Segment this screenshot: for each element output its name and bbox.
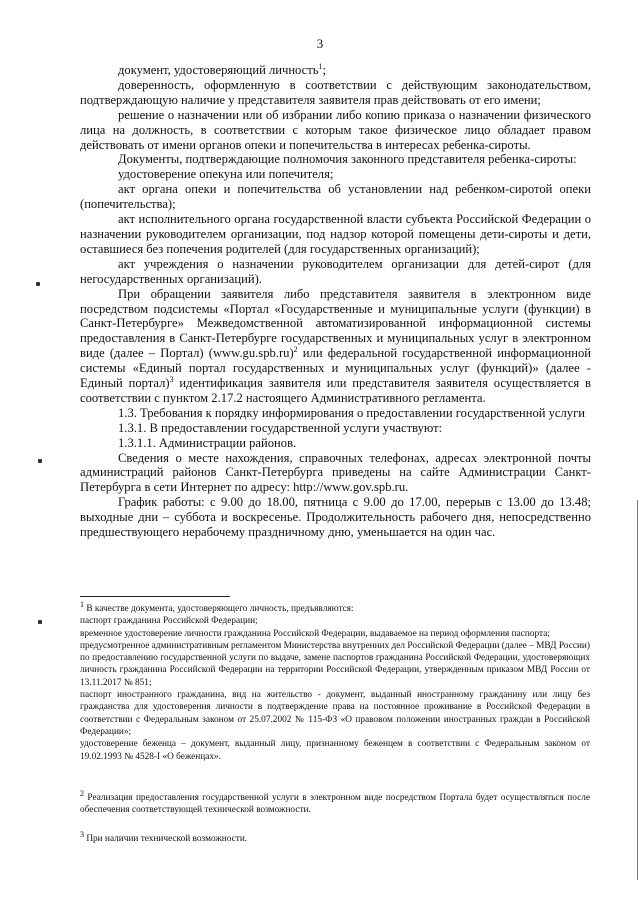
paragraph-electronic-application: При обращении заявителя либо представителя заявителя в электронном виде посредством подсистемы «Портал «Государственные и муниципальные услуги (функции) в Санкт-Петербурге» Межведомственной автоматизированной информационной системы предоставления в Санкт-Петербурге государственных и муниципальных услуг в электронном виде (далее – Портал) $(www.gu.spb.ru)^2$ или федеральной государственной информационной системы «Единый портал государственных и муниципальных услуг (функций)» (далее - Единый портал)$^3$ идентификация заявителя или представителя заявителя осуществляется в соответствии с пунктом 2.17.2 настоящего Административного регламента.	[80, 286, 591, 405]
scan-edge-line	[637, 500, 638, 880]
paragraph-institution-act: акт учреждения о назначении руководителем организации для детей-сирот (для негосударственных организаций).	[80, 256, 591, 286]
footnote-ref-1: 1	[318, 61, 323, 71]
footnote-3: $^3$ При наличии технической возможности.	[80, 829, 248, 844]
scan-speck	[38, 620, 42, 624]
main-text	[80, 63, 591, 540]
footnote-1: $^1$ В качестве документа, удостоверяющего личность, предъявляются: паспорт гражданина Российской Федерации; временное удостоверение личности гражданина Российской Федерации, выдаваемое на период оформления паспорта; предусмотренное административным регламентом Министерства внутренних дел Российской Федерации (далее – МВД России) по предоставлению государственной услуги по выдаче, замене паспортов гражданина Российской Федерации, удостоверяющих личность гражданина Российской Федерации на территории Российской Федерации, утвержденным приказом МВД России от 13.11.2017 № 851; паспорт иностранного гражданина, вид на жительство - документ, выданный иностранному гражданину или лицу без гражданства для удостоверения личности в подтверждение права на постоянное проживание в Российской Федерации в соответствии с Федеральным законом от 25.07.2002 № 115-ФЗ «О правовом положении иностранных граждан в Российской Федерации»; удостоверение беженца – документ, выданный лицу, признанному беженцем в соответствии с Федеральным законом от 19.02.1993 № 4528-I «О беженцах».	[80, 599, 590, 762]
paragraph-work-schedule: График работы: с 9.00 до 18.00, пятница с 9.00 до 17.00, перерыв с 13.00 до 13.48; выходные дни – суббота и воскресенье. Продолжительность рабочего дня, непосредственно предшествующего нерабочему праздничному дню, уменьшается на один час.	[80, 495, 591, 540]
page-number: 3	[316, 36, 324, 51]
paragraph-guardianship-act: акт органа опеки и попечительства об установлении над ребенком-сиротой опеки (попечительства);	[80, 182, 591, 212]
paragraph-contact-info: Сведения о месте нахождения, справочных телефонах, адресах электронной почты администраций районов Санкт-Петербурга приведены на сайте Администрации Санкт-Петербурга в сети Интернет по адресу: http://www.gov.spb.ru.	[80, 450, 591, 495]
footnote-separator	[80, 596, 230, 597]
paragraph-power-of-attorney: доверенность, оформленную в соответствии с действующим законодательством, подтверждающую наличие у представителя заявителя прав действовать от его имени;	[80, 77, 591, 107]
scan-speck	[38, 459, 42, 463]
paragraph-1-3-1: 1.3.1. В предоставлении государственной услуги участвуют:	[118, 420, 443, 435]
section-heading-1-3: 1.3. Требования к порядку информирования о предоставлении государственной услуги	[118, 405, 586, 420]
paragraph-identity-document: документ, удостоверяющий личность$^1$;	[118, 61, 327, 77]
paragraph-1-3-1-1: 1.3.1.1. Администрации районов.	[118, 435, 297, 450]
paragraph-appointment-decision: решение о назначении или об избрании либо копию приказа о назначении физического лица на должность, в соответствии с которым такое физическое лицо обладает правом действовать от имени органов опеки и попечительства в интересах ребенка-сироты.	[80, 107, 591, 152]
footnote-ref-3: 3	[169, 374, 174, 384]
footnote-2: $^2$ Реализация предоставления государственной услуги в электронном виде посредством Портала будет осуществляться после обеспечения соответствующей технической возможности.	[80, 788, 590, 816]
scan-speck	[36, 282, 40, 286]
footnote-ref-2: 2	[293, 345, 298, 355]
paragraph-guardian-certificate: удостоверение опекуна или попечителя;	[118, 167, 334, 182]
paragraph-executive-body-act: акт исполнительного органа государственной власти субъекта Российской Федерации о назначении руководителем организации, под надзор которой помещены дети-сироты и дети, оставшиеся без попечения родителей (для государственных организаций);	[80, 212, 591, 256]
paragraph-legal-representative-docs: Документы, подтверждающие полномочия законного представителя ребенка-сироты:	[118, 152, 577, 167]
